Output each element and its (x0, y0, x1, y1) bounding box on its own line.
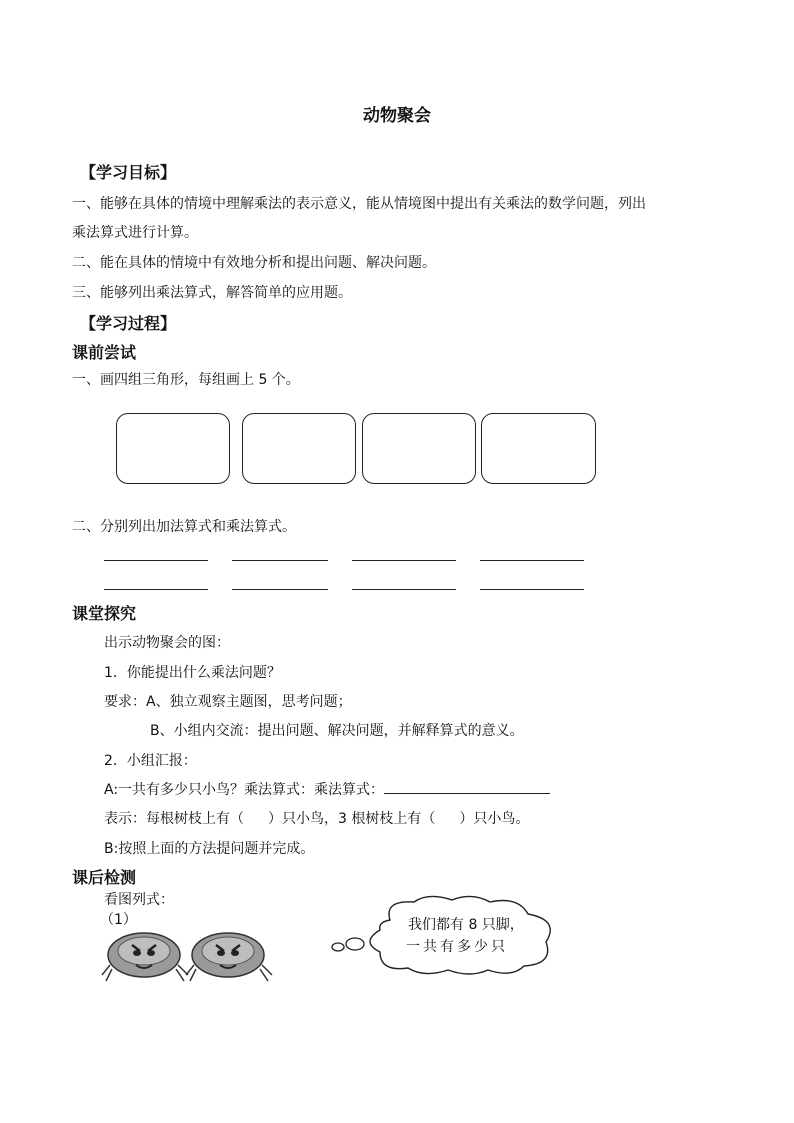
pre-class-q2: 二、分别列出加法算式和乘法算式。 (72, 519, 296, 535)
classroom-heading: 课堂探究 (72, 604, 137, 623)
goal-item-1: 一、能够在具体的情境中理解乘法的表示意义，能从情境图中提出有关乘法的数学问题，列出 (72, 196, 646, 212)
answer-line-addition-1[interactable] (104, 560, 208, 561)
classroom-q2: 2．小组汇报： (104, 753, 197, 769)
drawing-box-4[interactable] (481, 413, 596, 484)
problem-number: （1） (100, 912, 137, 928)
answer-line-addition-3[interactable] (352, 560, 456, 561)
multiplication-answer-line[interactable] (384, 779, 550, 794)
after-class-heading: 课后检测 (72, 868, 137, 887)
after-class-instruction: 看图列式： (104, 892, 174, 908)
answer-line-addition-4[interactable] (480, 560, 584, 561)
meaning-text-1: 表示：每根树枝上有（ (104, 811, 244, 827)
answer-line-multiplication-3[interactable] (352, 589, 456, 590)
requirement-a: 要求：A、独立观察主题图，思考问题； (104, 694, 352, 710)
bubble-line-1: 我们都有 8 只脚， (408, 917, 524, 933)
page-title: 动物聚会 (363, 106, 431, 126)
report-b-line: B:按照上面的方法提问题并完成。 (104, 841, 315, 857)
answer-line-addition-2[interactable] (232, 560, 328, 561)
drawing-box-3[interactable] (362, 413, 476, 484)
answer-line-multiplication-2[interactable] (232, 589, 328, 590)
drawing-box-1[interactable] (116, 413, 230, 484)
classroom-intro: 出示动物聚会的图： (104, 635, 230, 651)
report-a-line (104, 779, 550, 799)
goal-item-1-cont: 乘法算式进行计算。 (72, 225, 198, 241)
answer-line-multiplication-1[interactable] (104, 589, 208, 590)
requirement-b: B、小组内交流：提出问题、解决问题，并解释算式的意义。 (150, 723, 524, 739)
pre-class-q1: 一、画四组三角形，每组画上 5 个。 (72, 372, 300, 388)
bubble-line-2: 一共有多少只 (406, 939, 508, 955)
meaning-text-3: ）只小鸟。 (459, 811, 530, 827)
process-heading: 【学习过程】 (80, 314, 177, 333)
pre-class-heading: 课前尝试 (72, 343, 137, 362)
crab-image-1 (100, 927, 190, 983)
meaning-line (104, 808, 529, 828)
crab-image-2 (184, 927, 274, 983)
goal-item-3: 三、能够列出乘法算式，解答简单的应用题。 (72, 285, 352, 301)
report-a-text: A:一共有多少只小鸟？乘法算式：乘法算式： (104, 782, 385, 798)
classroom-q1: 1．你能提出什么乘法问题？ (104, 665, 281, 681)
goal-item-2: 二、能在具体的情境中有效地分析和提出问题、解决问题。 (72, 255, 436, 271)
answer-line-multiplication-4[interactable] (480, 589, 584, 590)
meaning-text-2: ）只小鸟，3 根树枝上有（ (268, 811, 436, 827)
goals-heading: 【学习目标】 (80, 163, 177, 182)
drawing-box-2[interactable] (242, 413, 356, 484)
